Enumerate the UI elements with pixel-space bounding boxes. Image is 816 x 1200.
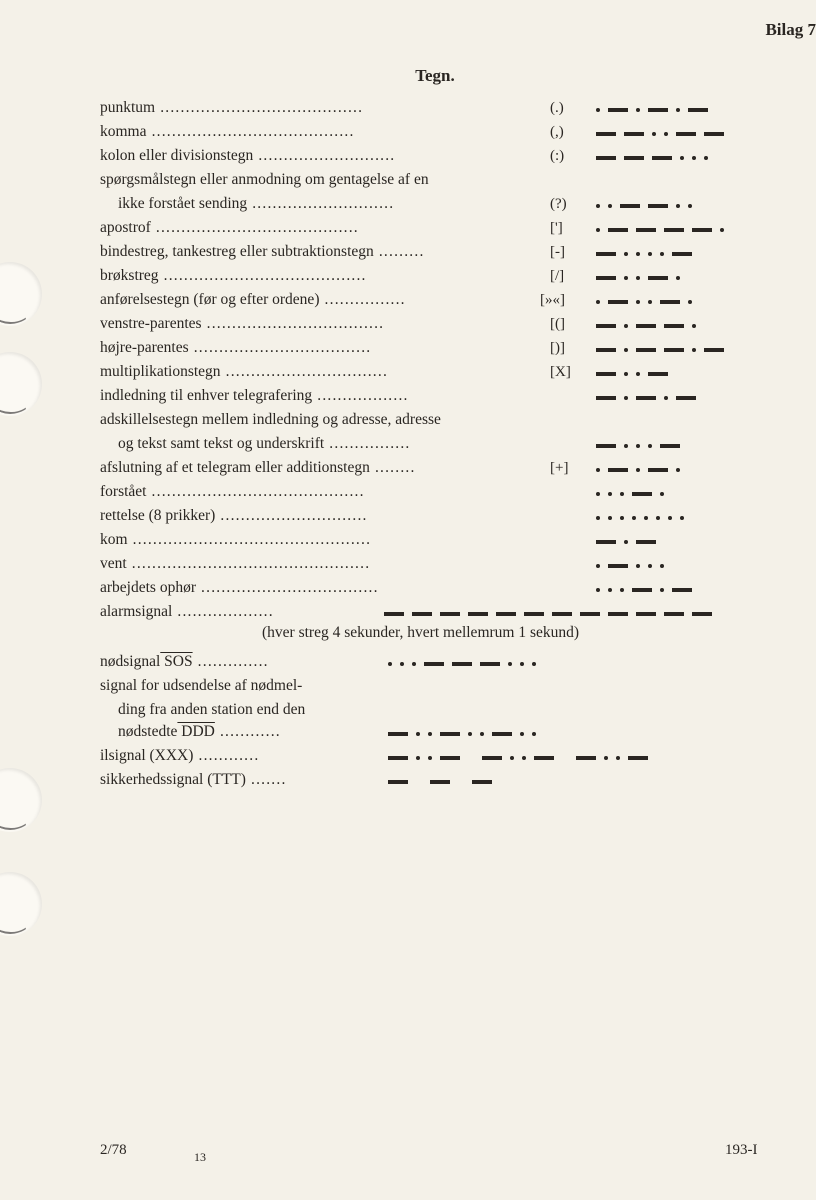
overlined-signal: SOS — [160, 653, 193, 670]
signal-label: kolon eller divisionstegn ........................... — [100, 147, 396, 164]
signal-label: bindestreg, tankestreg eller subtraktionstegn ......... — [100, 243, 425, 260]
morse-dash — [676, 396, 696, 400]
punch-hole — [0, 352, 42, 416]
punch-hole — [0, 768, 42, 832]
morse-dash — [636, 348, 656, 352]
morse-dot — [656, 516, 660, 520]
footer-date: 2/78 — [100, 1142, 127, 1158]
morse-code — [592, 100, 712, 120]
morse-dot — [510, 756, 514, 760]
morse-code — [592, 220, 728, 240]
signal-label: nødstedte DDD ............ — [118, 723, 281, 740]
morse-dot — [636, 564, 640, 568]
morse-dash — [440, 756, 460, 760]
signal-label: punktum ........................................ — [100, 99, 364, 116]
morse-dash — [664, 228, 684, 232]
morse-dot — [620, 516, 624, 520]
signal-label: indledning til enhver telegrafering .................. — [100, 387, 409, 404]
morse-dot — [412, 662, 416, 666]
leader-dots: ........................................ — [158, 267, 367, 284]
morse-dash — [648, 108, 668, 112]
morse-dash — [440, 612, 460, 616]
morse-dash — [628, 756, 648, 760]
leader-dots: .......................................... — [146, 483, 365, 500]
morse-dash — [624, 156, 644, 160]
morse-dot — [676, 204, 680, 208]
morse-code — [592, 484, 668, 504]
leader-dots: ............ — [193, 747, 260, 764]
morse-dot — [680, 516, 684, 520]
signal-label: og tekst samt tekst og underskrift ................ — [118, 435, 411, 452]
morse-dash — [596, 156, 616, 160]
leader-dots: .............. — [192, 653, 269, 670]
morse-dot — [388, 662, 392, 666]
leader-dots: ........................................ — [155, 99, 364, 116]
leader-dots: ................................... — [188, 339, 372, 356]
morse-dash — [632, 588, 652, 592]
signal-label: anførelsestegn (før og efter ordene) ................ — [100, 291, 406, 308]
signal-label: brøkstreg ........................................ — [100, 267, 367, 284]
morse-dash — [496, 612, 516, 616]
morse-dot — [620, 492, 624, 496]
morse-dash — [672, 588, 692, 592]
page-number: 13 — [194, 1150, 206, 1164]
morse-dot — [624, 324, 628, 328]
leader-dots: ............................................... — [126, 555, 371, 572]
morse-dot — [648, 300, 652, 304]
leader-dots: ................................... — [201, 315, 385, 332]
morse-dot — [624, 444, 628, 448]
morse-dash — [596, 132, 616, 136]
signal-label: alarmsignal ................... — [100, 603, 274, 620]
morse-dot — [688, 300, 692, 304]
morse-code — [592, 196, 696, 216]
overlined-signal: DDD — [177, 723, 215, 740]
morse-dot — [648, 564, 652, 568]
morse-dash — [664, 348, 684, 352]
morse-dot — [416, 756, 420, 760]
morse-code — [592, 292, 696, 312]
morse-dash — [596, 252, 616, 256]
morse-dash — [608, 468, 628, 472]
morse-dash — [472, 780, 492, 784]
punch-hole — [0, 262, 42, 326]
leader-dots: ................... — [172, 603, 274, 620]
signal-label: venstre-parentes ................................... — [100, 315, 385, 332]
morse-dash — [636, 396, 656, 400]
signal-label: afslutning af et telegram eller additionstegn ........ — [100, 459, 416, 476]
morse-dash — [576, 756, 596, 760]
morse-code — [592, 580, 696, 600]
morse-code — [592, 460, 684, 480]
morse-dash — [648, 372, 668, 376]
morse-dot — [400, 662, 404, 666]
morse-dot — [428, 756, 432, 760]
morse-dot — [720, 228, 724, 232]
signal-label: komma ........................................ — [100, 123, 355, 140]
symbol: [(] — [550, 316, 565, 332]
morse-dash — [648, 204, 668, 208]
morse-dash — [660, 444, 680, 448]
morse-dot — [636, 468, 640, 472]
symbol: (:) — [550, 148, 565, 164]
morse-dash — [440, 732, 460, 736]
symbol: [+] — [550, 460, 569, 476]
morse-dot — [636, 276, 640, 280]
symbol: ['] — [550, 220, 563, 236]
morse-dash — [648, 468, 668, 472]
morse-dot — [644, 516, 648, 520]
signal-label: højre-parentes ................................... — [100, 339, 372, 356]
morse-dash — [636, 540, 656, 544]
morse-dash — [664, 324, 684, 328]
signal-label: rettelse (8 prikker) ............................. — [100, 507, 368, 524]
morse-dash — [704, 348, 724, 352]
morse-dot — [596, 108, 600, 112]
leader-dots: ................ — [319, 291, 406, 308]
morse-dash — [608, 108, 628, 112]
morse-dash — [652, 156, 672, 160]
morse-dash — [596, 444, 616, 448]
morse-dot — [608, 492, 612, 496]
morse-dash — [608, 564, 628, 568]
morse-dot — [636, 300, 640, 304]
punch-hole — [0, 872, 42, 936]
morse-dot — [660, 252, 664, 256]
morse-dot — [704, 156, 708, 160]
morse-dash — [524, 612, 544, 616]
morse-dot — [664, 396, 668, 400]
signal-label: kom ............................................... — [100, 531, 372, 548]
morse-dot — [620, 588, 624, 592]
morse-dot — [624, 252, 628, 256]
morse-dot — [532, 732, 536, 736]
morse-dot — [604, 756, 608, 760]
morse-dot — [520, 732, 524, 736]
signal-label: sikkerhedssignal (TTT) ....... — [100, 771, 287, 788]
morse-dash — [624, 132, 644, 136]
morse-dot — [676, 108, 680, 112]
leader-dots: .................. — [312, 387, 409, 404]
morse-code — [592, 556, 668, 576]
morse-code — [592, 124, 728, 144]
morse-dot — [616, 756, 620, 760]
morse-dot — [660, 564, 664, 568]
morse-dash — [384, 612, 404, 616]
symbol: (,) — [550, 124, 564, 140]
morse-dot — [632, 516, 636, 520]
leader-dots: ............................ — [247, 195, 395, 212]
morse-dot — [532, 662, 536, 666]
morse-dash — [482, 756, 502, 760]
morse-code — [592, 508, 688, 528]
leader-dots: ................................ — [220, 363, 389, 380]
morse-dot — [624, 396, 628, 400]
morse-code — [592, 340, 728, 360]
morse-dot — [692, 156, 696, 160]
leader-dots: ................................... — [195, 579, 379, 596]
morse-code — [592, 268, 684, 288]
symbol: [)] — [550, 340, 565, 356]
morse-code — [592, 316, 700, 336]
signal-label: ilsignal (XXX) ............ — [100, 747, 260, 764]
morse-dash — [430, 780, 450, 784]
appendix-label: Bilag 7 — [765, 20, 816, 39]
morse-dash — [468, 612, 488, 616]
morse-dot — [596, 228, 600, 232]
morse-dash — [596, 324, 616, 328]
morse-dot — [596, 588, 600, 592]
morse-dot — [480, 732, 484, 736]
symbol: [X] — [550, 364, 571, 380]
signal-label: ikke forstået sending ............................ — [118, 195, 395, 212]
morse-code — [384, 724, 540, 744]
morse-dot — [520, 662, 524, 666]
morse-dot — [660, 588, 664, 592]
morse-dash — [704, 132, 724, 136]
morse-dot — [416, 732, 420, 736]
morse-dash — [692, 612, 712, 616]
signal-label: spørgsmålstegn eller anmodning om gentagelse af en — [100, 171, 429, 188]
morse-dot — [636, 108, 640, 112]
morse-dot — [648, 444, 652, 448]
morse-dot — [636, 444, 640, 448]
morse-dash — [596, 276, 616, 280]
morse-dot — [692, 324, 696, 328]
morse-code — [592, 148, 712, 168]
morse-dot — [692, 348, 696, 352]
morse-dot — [596, 204, 600, 208]
symbol: [/] — [550, 268, 565, 284]
morse-dot — [522, 756, 526, 760]
morse-dash — [552, 612, 572, 616]
symbol: (?) — [550, 196, 567, 212]
morse-dash — [580, 612, 600, 616]
leader-dots: ......... — [373, 243, 425, 260]
morse-dot — [688, 204, 692, 208]
morse-dot — [596, 300, 600, 304]
leader-dots: ............................. — [215, 507, 368, 524]
morse-dash — [636, 612, 656, 616]
morse-dash — [672, 252, 692, 256]
leader-dots: ........ — [369, 459, 416, 476]
morse-dash — [388, 732, 408, 736]
morse-dot — [624, 348, 628, 352]
morse-code — [384, 772, 496, 792]
morse-code — [592, 388, 700, 408]
morse-dash — [608, 228, 628, 232]
morse-code — [384, 654, 540, 674]
morse-dot — [508, 662, 512, 666]
leader-dots: ........................................ — [150, 219, 359, 236]
morse-dash — [688, 108, 708, 112]
symbol: [-] — [550, 244, 565, 260]
morse-dot — [596, 468, 600, 472]
morse-dot — [624, 276, 628, 280]
morse-dash — [596, 372, 616, 376]
morse-dot — [648, 252, 652, 256]
morse-dash — [636, 228, 656, 232]
morse-dot — [596, 564, 600, 568]
morse-code — [384, 748, 652, 768]
morse-dash — [388, 756, 408, 760]
leader-dots: ............ — [214, 723, 281, 740]
morse-dot — [608, 588, 612, 592]
signal-label: vent ............................................... — [100, 555, 371, 572]
morse-dash — [492, 732, 512, 736]
morse-dash — [636, 324, 656, 328]
morse-dash — [608, 612, 628, 616]
morse-dot — [428, 732, 432, 736]
morse-dash — [692, 228, 712, 232]
signal-label: forstået .......................................... — [100, 483, 365, 500]
morse-dash — [424, 662, 444, 666]
morse-code — [592, 364, 672, 384]
leader-dots: ................ — [324, 435, 411, 452]
leader-dots: ....... — [245, 771, 287, 788]
signal-label: multiplikationstegn ................................ — [100, 363, 389, 380]
morse-dot — [624, 540, 628, 544]
morse-dot — [596, 492, 600, 496]
morse-dash — [388, 780, 408, 784]
morse-dash — [620, 204, 640, 208]
morse-dash — [596, 396, 616, 400]
morse-dash — [534, 756, 554, 760]
morse-dot — [676, 468, 680, 472]
morse-dash — [596, 348, 616, 352]
morse-dot — [664, 132, 668, 136]
leader-dots: ........................... — [253, 147, 396, 164]
morse-dot — [608, 204, 612, 208]
morse-dash — [596, 540, 616, 544]
morse-dash — [660, 300, 680, 304]
morse-dot — [608, 516, 612, 520]
leader-dots: ............................................... — [127, 531, 372, 548]
signal-label: apostrof ........................................ — [100, 219, 359, 236]
morse-dot — [660, 492, 664, 496]
morse-code — [592, 532, 660, 552]
morse-dash — [648, 276, 668, 280]
morse-dash — [632, 492, 652, 496]
morse-dash — [676, 132, 696, 136]
leader-dots: ........................................ — [146, 123, 355, 140]
morse-dot — [624, 372, 628, 376]
morse-dot — [668, 516, 672, 520]
morse-dash — [480, 662, 500, 666]
morse-dot — [468, 732, 472, 736]
page-title: Tegn. — [415, 66, 455, 85]
signal-label: nødsignal SOS .............. — [100, 653, 269, 670]
morse-dot — [652, 132, 656, 136]
morse-dash — [452, 662, 472, 666]
symbol: [»«] — [540, 292, 565, 308]
signal-label: arbejdets ophør ................................... — [100, 579, 379, 596]
morse-code — [592, 436, 684, 456]
morse-dot — [676, 276, 680, 280]
signal-label: ding fra anden station end den — [118, 701, 306, 718]
morse-dot — [596, 516, 600, 520]
footer-ref: 193-I — [725, 1142, 758, 1158]
morse-code — [592, 244, 696, 264]
symbol: (.) — [550, 100, 564, 116]
morse-dash — [608, 300, 628, 304]
morse-dot — [636, 372, 640, 376]
alarm-note: (hver streg 4 sekunder, hvert mellemrum 1 sekund) — [262, 624, 580, 641]
morse-dot — [680, 156, 684, 160]
signal-label: signal for udsendelse af nødmel- — [100, 677, 303, 694]
signal-label: adskillelsestegn mellem indledning og adresse, adresse — [100, 411, 441, 428]
morse-code — [380, 604, 716, 624]
morse-dash — [412, 612, 432, 616]
morse-dot — [636, 252, 640, 256]
morse-dash — [664, 612, 684, 616]
